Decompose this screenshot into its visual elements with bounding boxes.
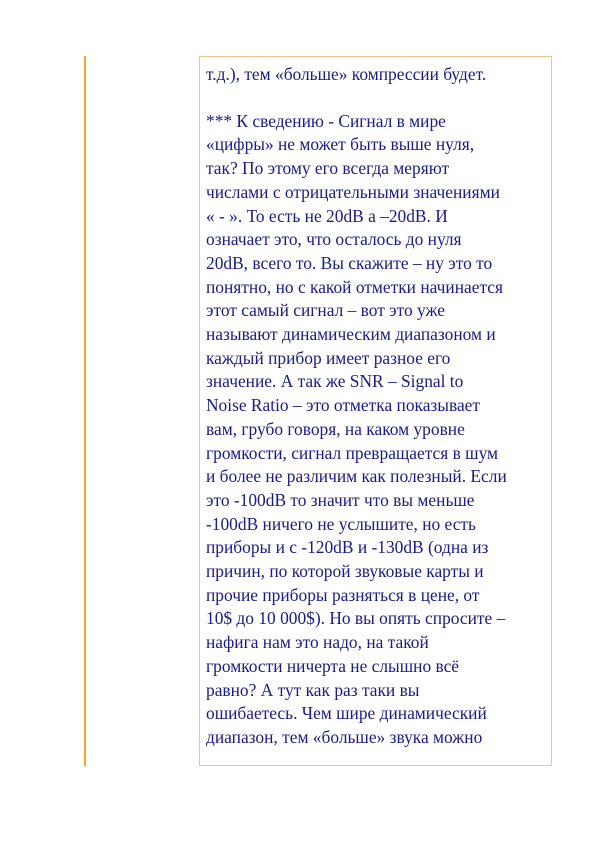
text-line: приборы и с -120dB и -130dB (одна из: [206, 537, 489, 558]
paragraph-2: [206, 110, 545, 750]
text-line: это -100dB то значит что вы меньше: [206, 489, 475, 510]
text-line: 20dB, всего то. Вы скажите – ну это то: [206, 252, 493, 273]
text-line: « - ». То есть не 20dB а –20dB. И: [206, 205, 448, 226]
text-line: прочие приборы разняться в цене, от: [206, 584, 480, 605]
text-line: означает это, что осталось до нуля: [206, 229, 462, 250]
paragraph-1: [206, 63, 545, 87]
text-line: Noise Ratio – это отметка показывает: [206, 395, 480, 416]
text-line: вам, грубо говоря, на каком уровне: [206, 418, 465, 439]
text-line: т.д.), тем «больше» компрессии будет.: [206, 64, 487, 84]
text-line: и более не различим как полезный. Если: [206, 466, 507, 487]
text-line: числами с отрицательными значениями: [206, 181, 500, 202]
text-line: ошибаетесь. Чем шире динамический: [206, 703, 487, 724]
text-line: 10$ до 10 000$). Но вы опять спросите –: [206, 608, 506, 629]
text-line: равно? А тут как раз таки вы: [206, 679, 420, 700]
text-line: громкости ничерта не слышно всё: [206, 655, 460, 676]
text-line: понятно, но с какой отметки начинается: [206, 276, 503, 297]
text-line: называют динамическим диапазоном и: [206, 324, 496, 345]
text-line: этот самый сигнал – вот это уже: [206, 300, 446, 321]
text-line: «цифры» не может быть выше нуля,: [206, 134, 475, 155]
text-line: нафига нам это надо, на такой: [206, 632, 429, 653]
margin-rule: [84, 56, 86, 766]
text-line: диапазон, тем «больше» звука можно: [206, 726, 483, 747]
text-line: громкости, сигнал превращается в шум: [206, 442, 499, 463]
text-line: -100dB ничего не услышите, но есть: [206, 513, 476, 534]
text-line: каждый прибор имеет разное его: [206, 347, 451, 368]
text-line: *** К сведению - Сигнал в мире: [206, 110, 446, 131]
text-line: значение. А так же SNR – Signal to: [206, 371, 464, 392]
paragraph-gap: [206, 87, 545, 110]
text-frame: [199, 56, 552, 766]
text-line: причин, по которой звуковые карты и: [206, 561, 484, 582]
text-line: так? По этому его всегда меряют: [206, 158, 450, 179]
